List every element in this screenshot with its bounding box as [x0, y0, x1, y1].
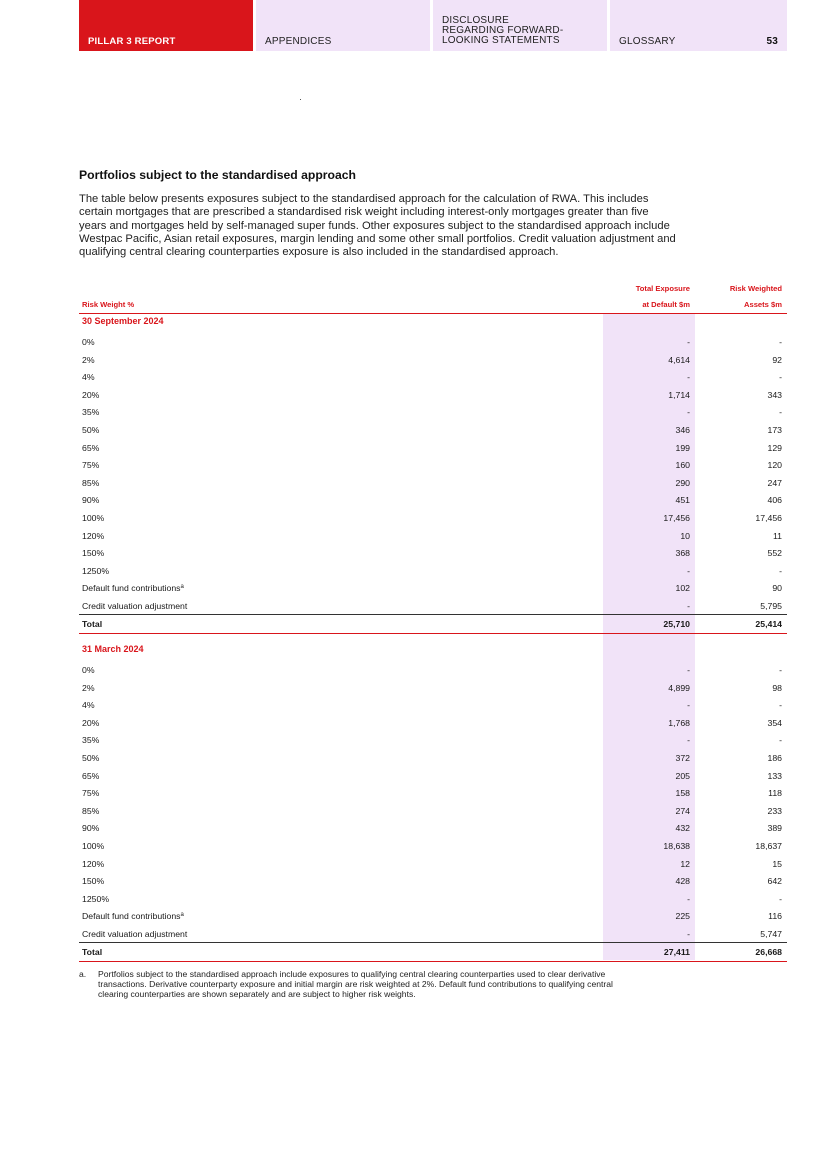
- row-exposure-value: -: [687, 665, 690, 675]
- row-label: [82, 548, 104, 558]
- intro-line-1: The table below presents exposures subject to the standardised approach for the calculation of RWA. This includes: [79, 193, 649, 205]
- row-rwa-value: -: [779, 372, 782, 383]
- total-bottom-rule: [79, 961, 787, 962]
- tab-pillar-3-report[interactable]: [79, 0, 253, 51]
- row-label-text: 90%: [82, 495, 100, 506]
- tab-disclosure-line-2: REGARDING FORWARD-: [442, 25, 564, 36]
- row-exposure-value: 158: [675, 788, 690, 799]
- row-exposure-value: 10: [680, 530, 690, 541]
- table-row: [82, 544, 782, 562]
- row-label-text: 85%: [82, 477, 100, 488]
- intro-line-2: certain mortgages that are prescribed a standardised risk weight including interest-only mortgages greater than five: [79, 206, 649, 219]
- total-bottom-rule: [79, 633, 787, 634]
- row-rwa-value: 186: [767, 753, 782, 763]
- row-rwa-value: 5,795: [760, 601, 782, 611]
- row-exposure-value: -: [687, 893, 690, 904]
- tab-disclosure-line-1: DISCLOSURE: [442, 15, 510, 26]
- tab-pillar-3-report-label: PILLAR 3 REPORT: [88, 36, 176, 47]
- table-row: [82, 368, 782, 386]
- row-exposure-value: 290: [675, 477, 690, 488]
- row-label-text: 65%: [82, 770, 100, 781]
- row-label-text: Default fund contributions: [82, 583, 181, 594]
- row-exposure-value: 12: [680, 858, 690, 869]
- table-row: [82, 597, 782, 615]
- row-exposure-value: 205: [675, 770, 690, 781]
- row-exposure-value: 160: [675, 460, 690, 471]
- row-label: [82, 735, 99, 745]
- row-label: [82, 823, 99, 833]
- row-label-text: 90%: [82, 823, 100, 834]
- row-exposure-value: -: [687, 700, 690, 711]
- table-row: [82, 661, 782, 679]
- row-label-text: 150%: [82, 548, 105, 559]
- row-rwa-value: -: [779, 665, 782, 675]
- row-label: [82, 337, 95, 347]
- row-label-text: Default fund contributions: [82, 911, 181, 922]
- table-row: [82, 925, 782, 943]
- row-rwa-value: 247: [767, 477, 782, 488]
- table-row: [82, 562, 782, 580]
- row-exposure-value: -: [687, 407, 690, 418]
- table-row: [82, 403, 782, 421]
- section-title: Portfolios subject to the standardised approach: [79, 168, 356, 182]
- row-label: [82, 443, 99, 453]
- row-label-text: 50%: [82, 425, 100, 435]
- total-label: Total: [82, 946, 103, 957]
- row-exposure-value: 372: [675, 753, 690, 763]
- tab-glossary[interactable]: [610, 0, 787, 51]
- row-rwa-value: 129: [767, 442, 782, 453]
- row-rwa-value: -: [779, 735, 782, 746]
- row-label-text: 20%: [82, 717, 100, 728]
- table-row: [82, 872, 782, 890]
- row-label-text: 75%: [82, 460, 100, 471]
- table-row: [82, 855, 782, 873]
- row-label-text: 2%: [82, 682, 95, 693]
- row-exposure-value: 4,614: [668, 354, 690, 365]
- row-exposure-value: 199: [675, 442, 690, 453]
- header-nav: [79, 0, 787, 51]
- row-exposure-value: 17,456: [663, 513, 690, 523]
- intro-line-5: qualifying central clearing counterparties exposure is also included in the standardised approach.: [79, 246, 559, 259]
- table-row: [82, 474, 782, 492]
- row-label: [82, 372, 95, 382]
- row-label: [82, 700, 95, 710]
- row-exposure-value: 432: [675, 823, 690, 834]
- row-label-text: 35%: [82, 407, 100, 418]
- footnote-text: [98, 969, 769, 1000]
- row-label-text: 35%: [82, 735, 100, 746]
- row-exposure-value: -: [687, 929, 690, 939]
- row-label-text: 65%: [82, 442, 100, 453]
- page-number: 53: [766, 36, 778, 47]
- row-label: [82, 911, 184, 921]
- table-row: [82, 679, 782, 697]
- row-label-text: 50%: [82, 753, 100, 763]
- total-rwa-value: 25,414: [755, 618, 782, 629]
- row-rwa-value: -: [779, 893, 782, 904]
- row-label-text: 120%: [82, 858, 105, 869]
- row-label: [82, 771, 99, 781]
- header-rule: [79, 313, 787, 314]
- row-label-text: 100%: [82, 513, 105, 523]
- row-label: [82, 876, 104, 886]
- row-exposure-value: 274: [675, 805, 690, 816]
- total-row: [82, 943, 782, 961]
- header-total-exposure: [603, 281, 690, 313]
- row-label: [82, 788, 99, 798]
- tab-appendices[interactable]: [256, 0, 430, 51]
- row-label-text: 100%: [82, 841, 105, 851]
- row-label-text: 1250%: [82, 565, 110, 576]
- total-exposure-value: 27,411: [663, 946, 690, 957]
- footnote-line-1: Portfolios subject to the standardised approach include exposures to qualifying central clearing counterparties used to clear derivative: [98, 969, 606, 979]
- footnote-line-2: transactions. Derivative counterparty exposure and initial margin are risk weighted at 2%. Default fund contributions to qualifying central: [98, 979, 613, 990]
- row-exposure-value: 346: [675, 425, 690, 435]
- row-label: [82, 355, 95, 365]
- row-label: [82, 513, 104, 523]
- header-total-exposure-line-1: Total Exposure: [635, 284, 690, 293]
- table-row: [82, 439, 782, 457]
- row-label: [82, 407, 99, 417]
- row-rwa-value: 642: [767, 876, 782, 887]
- table-row: [82, 509, 782, 527]
- row-exposure-value: 1,714: [668, 389, 690, 400]
- row-rwa-value: 17,456: [755, 513, 782, 523]
- row-exposure-value: -: [687, 735, 690, 746]
- period-title: 31 March 2024: [82, 644, 144, 654]
- intro-line-3: years and mortgages held by self-managed super funds. Other exposures subject to the standardised approach include: [79, 219, 670, 232]
- row-exposure-value: 18,638: [663, 841, 690, 851]
- table-row: [82, 491, 782, 509]
- table-row: [82, 819, 782, 837]
- table-row: [82, 579, 782, 597]
- table-row: [82, 351, 782, 369]
- row-exposure-value: -: [687, 337, 690, 347]
- tab-disclosure-forward-looking[interactable]: [433, 0, 607, 51]
- tab-glossary-label: GLOSSARY: [619, 36, 676, 47]
- header-rwa-line-1: Risk Weighted: [729, 284, 782, 293]
- row-rwa-value: -: [779, 565, 782, 576]
- row-rwa-value: 120: [767, 460, 782, 471]
- row-label-text: 2%: [82, 354, 95, 365]
- row-label: [82, 531, 104, 541]
- tab-disclosure-label: [442, 16, 563, 46]
- row-label: [82, 425, 99, 435]
- row-rwa-value: 233: [767, 805, 782, 816]
- row-label: [82, 583, 184, 593]
- row-label: [82, 495, 99, 505]
- table-row: [82, 714, 782, 732]
- row-rwa-value: 133: [767, 770, 782, 781]
- row-rwa-value: 354: [767, 717, 782, 728]
- table-row: [82, 802, 782, 820]
- row-label: [82, 929, 187, 939]
- row-rwa-value: 5,747: [760, 929, 782, 939]
- row-exposure-value: -: [687, 601, 690, 611]
- table-row: [82, 421, 782, 439]
- row-rwa-value: -: [779, 407, 782, 418]
- table-row: [82, 386, 782, 404]
- footnote: [79, 969, 769, 1000]
- intro-line-4: Westpac Pacific, Asian retail exposures, margin lending and some other small portfolios. Credit valuation adjustment and: [79, 232, 676, 245]
- row-rwa-value: 173: [767, 425, 782, 435]
- row-label-text: 0%: [82, 665, 95, 675]
- table-row: [82, 784, 782, 802]
- table-row: [82, 456, 782, 474]
- row-rwa-value: 11: [772, 530, 782, 541]
- table-row: [82, 731, 782, 749]
- row-label-text: Credit valuation adjustment: [82, 929, 188, 939]
- table-row: [82, 333, 782, 351]
- row-exposure-value: 4,899: [668, 682, 690, 693]
- header-rwa-line-2: Assets $m: [744, 300, 782, 309]
- row-rwa-value: 552: [767, 548, 782, 559]
- row-exposure-value: 225: [675, 911, 690, 922]
- row-label: [82, 478, 99, 488]
- tab-appendices-label: APPENDICES: [265, 36, 332, 47]
- row-label-text: 4%: [82, 372, 95, 383]
- footnote-reference: a: [180, 584, 184, 591]
- row-rwa-value: 90: [772, 583, 782, 594]
- row-exposure-value: -: [687, 565, 690, 576]
- table-row: [82, 907, 782, 925]
- row-rwa-value: 118: [768, 788, 782, 799]
- row-rwa-value: 406: [767, 495, 782, 506]
- row-label: [82, 806, 99, 816]
- row-label-text: 1250%: [82, 893, 110, 904]
- row-rwa-value: 116: [768, 911, 782, 922]
- row-label-text: 85%: [82, 805, 100, 816]
- footnote-line-3: clearing counterparties are shown separately and are subject to higher risk weights.: [98, 989, 416, 1000]
- stray-dot: [300, 99, 301, 100]
- total-label: Total: [82, 618, 103, 629]
- footnote-marker: a.: [79, 969, 87, 979]
- row-rwa-value: -: [779, 337, 782, 347]
- row-label: [82, 841, 104, 851]
- row-rwa-value: 98: [772, 682, 782, 693]
- row-rwa-value: -: [779, 700, 782, 711]
- row-rwa-value: 389: [767, 823, 782, 834]
- row-label-text: 120%: [82, 530, 105, 541]
- row-exposure-value: 102: [675, 583, 690, 594]
- table-row: [82, 696, 782, 714]
- row-exposure-value: 451: [675, 495, 690, 506]
- tab-disclosure-line-3: LOOKING STATEMENTS: [442, 35, 560, 46]
- row-label-text: 4%: [82, 700, 95, 711]
- row-rwa-value: 18,637: [755, 841, 782, 851]
- row-exposure-value: 1,768: [668, 717, 690, 728]
- row-label: [82, 718, 99, 728]
- row-label: [82, 683, 95, 693]
- row-label: [82, 753, 99, 763]
- header-risk-weighted-assets: [695, 281, 782, 313]
- row-label-text: Credit valuation adjustment: [82, 601, 188, 611]
- row-label: [82, 894, 109, 904]
- row-rwa-value: 343: [767, 389, 782, 400]
- row-label-text: 75%: [82, 788, 100, 799]
- table-row: [82, 837, 782, 855]
- row-label-text: 150%: [82, 876, 105, 887]
- row-label: [82, 460, 99, 470]
- total-rwa-value: 26,668: [755, 946, 782, 957]
- row-label: [82, 566, 109, 576]
- row-label-text: 0%: [82, 337, 95, 347]
- row-label: [82, 859, 104, 869]
- row-label: [82, 601, 187, 611]
- row-rwa-value: 15: [772, 858, 782, 869]
- table-row: [82, 527, 782, 545]
- total-exposure-value: 25,710: [663, 618, 690, 629]
- row-exposure-value: 368: [675, 548, 690, 559]
- table-row: [82, 890, 782, 908]
- footnote-reference: a: [180, 912, 184, 919]
- intro-paragraph: [79, 193, 789, 259]
- row-exposure-value: -: [687, 372, 690, 383]
- header-total-exposure-line-2: at Default $m: [642, 300, 690, 309]
- row-label-text: 20%: [82, 389, 100, 400]
- total-row: [82, 615, 782, 633]
- row-label: [82, 390, 99, 400]
- header-risk-weight: Risk Weight %: [82, 300, 135, 309]
- table-row: [82, 767, 782, 785]
- row-rwa-value: 92: [772, 354, 782, 365]
- row-exposure-value: 428: [675, 876, 690, 887]
- period-title: 30 September 2024: [82, 316, 164, 326]
- row-label: [82, 665, 95, 675]
- table-row: [82, 749, 782, 767]
